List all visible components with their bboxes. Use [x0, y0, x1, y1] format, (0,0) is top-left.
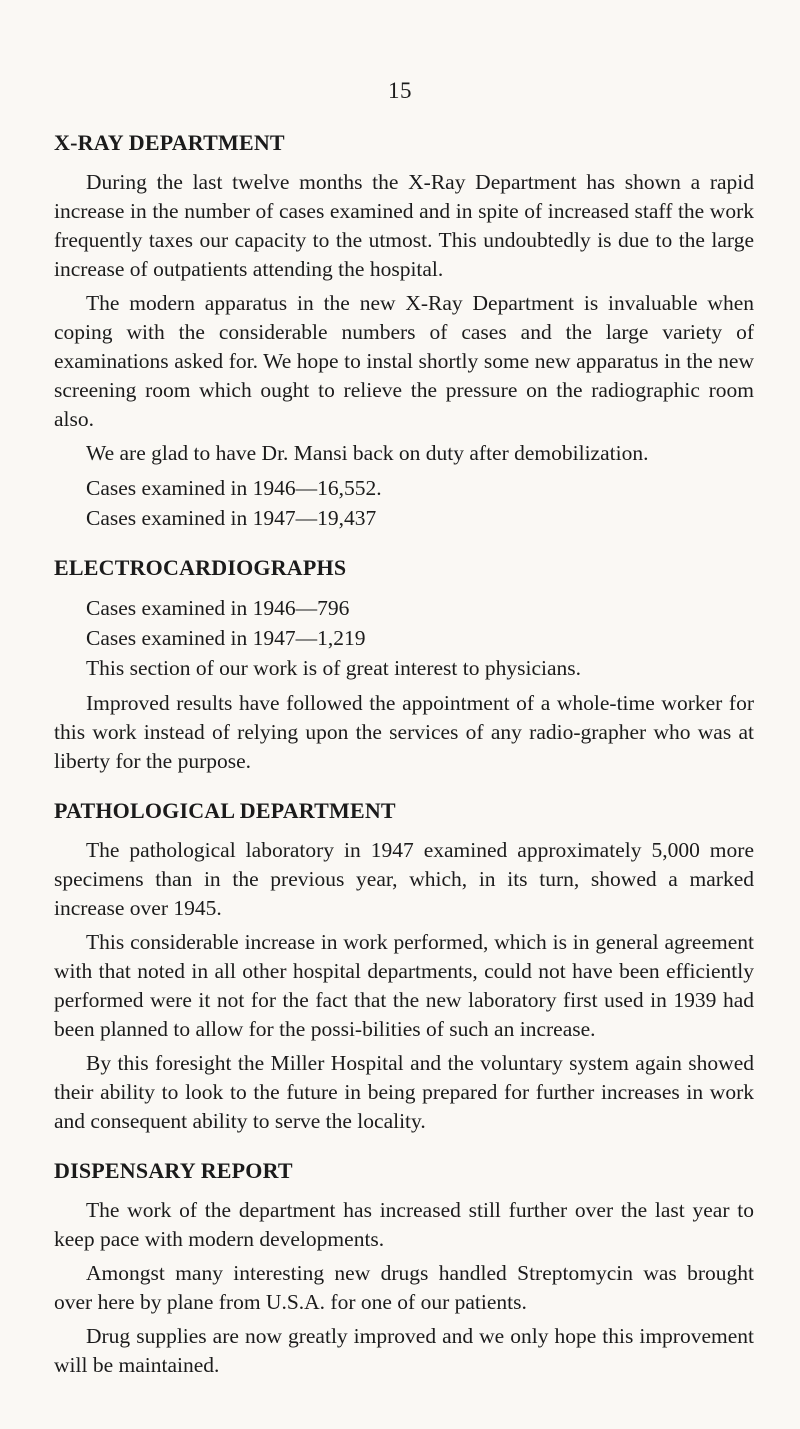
dispensary-paragraph: The work of the department has increased still further over the last year to keep pace with modern developments. — [54, 1198, 754, 1251]
ecg-section — [54, 553, 754, 776]
ecg-cases-1946: Cases examined in 1946—796 — [86, 596, 350, 620]
ecg-interest-line: This section of our work is of great interest to physicians. — [86, 656, 581, 680]
ecg-paragraph: Improved results have followed the appointment of a whole-time worker for this work instead of relying upon the services of any radio-grapher who was at liberty for the purpose. — [54, 691, 754, 773]
pathology-paragraph: The pathological laboratory in 1947 examined approximately 5,000 more specimens than in the previous year, which, in its turn, showed a marked increase over 1945. — [54, 838, 754, 920]
dispensary-heading: DISPENSARY REPORT — [54, 1158, 293, 1183]
pathology-heading: PATHOLOGICAL DEPARTMENT — [54, 798, 396, 823]
pathology-paragraph: By this foresight the Miller Hospital and the voluntary system again showed their ability to look to the future in being prepared for further increases in work and consequent ability to serve the locality. — [54, 1051, 754, 1133]
xray-paragraph: We are glad to have Dr. Mansi back on duty after demobilization. — [86, 441, 649, 465]
ecg-heading: ELECTROCARDIOGRAPHS — [54, 555, 347, 580]
xray-paragraph: The modern apparatus in the new X-Ray Department is invaluable when coping with the considerable numbers of cases and the large variety of examinations asked for. We hope to instal shortly some new apparatus in the new screening room which ought to relieve the pressure on the radiographic room also. — [54, 291, 754, 431]
pathology-paragraph: This considerable increase in work performed, which is in general agreement with that noted in all other hospital departments, could not have been efficiently performed were it not for the fact that the new laboratory first used in 1939 had been planned to allow for the possi-bilities of such an increase. — [54, 930, 754, 1041]
pathology-section — [54, 796, 754, 1136]
xray-cases-1946: Cases examined in 1946—16,552. — [86, 476, 382, 500]
xray-cases-1947: Cases examined in 1947—19,437 — [86, 506, 377, 530]
xray-section — [54, 128, 754, 533]
dispensary-paragraph: Amongst many interesting new drugs handled Streptomycin was brought over here by plane from U.S.A. for one of our patients. — [54, 1261, 754, 1314]
xray-heading: X-RAY DEPARTMENT — [54, 130, 285, 155]
ecg-cases-1947: Cases examined in 1947—1,219 — [86, 626, 366, 650]
page-number: 15 — [388, 78, 412, 103]
dispensary-paragraph: Drug supplies are now greatly improved and we only hope this improvement will be maintained. — [54, 1324, 754, 1377]
dispensary-section — [54, 1156, 754, 1380]
xray-paragraph: During the last twelve months the X-Ray Department has shown a rapid increase in the number of cases examined and in spite of increased staff the work frequently taxes our capacity to the utmost. This undoubtedly is due to the large increase of outpatients attending the hospital. — [54, 170, 754, 281]
page-content — [54, 128, 754, 1400]
